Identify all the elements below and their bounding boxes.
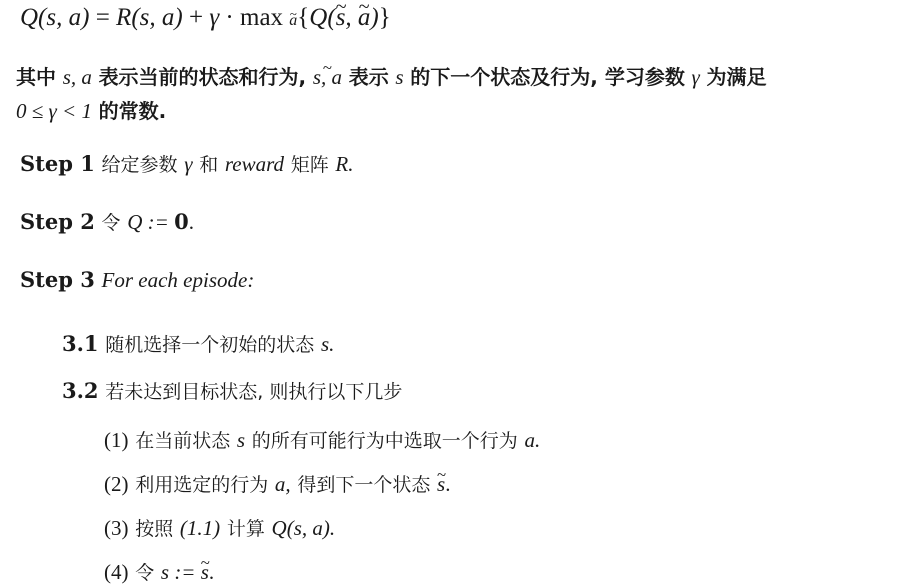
item-3 xyxy=(104,514,335,543)
item-3-text-b: 计算 xyxy=(226,518,265,540)
step-1-gamma: γ xyxy=(184,152,193,176)
step-1-text-b: 和 xyxy=(199,154,219,176)
formula-max-subscript: ~ a xyxy=(289,14,297,28)
item-2-math-a: a, xyxy=(274,472,291,496)
item-4-math: s := xyxy=(160,560,201,584)
formula-comma: , xyxy=(345,4,358,31)
item-4-math-b: ~ s xyxy=(201,558,209,586)
item-4-text-a: 令 xyxy=(135,562,155,584)
formula-plus: + xyxy=(188,4,204,31)
step-2-label: Step 2 xyxy=(20,209,95,234)
item-1-math-b: a. xyxy=(524,428,541,452)
item-2-math-b: ~ s xyxy=(437,470,445,498)
substep-3-1-math: s. xyxy=(320,332,335,356)
formula-brace-close: } xyxy=(378,4,391,31)
substep-3-1 xyxy=(62,330,334,359)
step-2-zero: 0 xyxy=(174,209,189,234)
item-1 xyxy=(104,426,540,455)
q-update-formula xyxy=(20,4,391,32)
formula-brace-open: { xyxy=(297,4,310,31)
formula-s-tilde: ~ s xyxy=(336,4,346,32)
item-2-label: (2) xyxy=(104,472,129,496)
substep-3-2-label: 3.2 xyxy=(62,378,99,403)
formula-a-tilde: ~ a xyxy=(358,4,371,32)
step-3-label: Step 3 xyxy=(20,267,95,292)
desc-suffix: 的下一个状态及行为, 学习参数 xyxy=(410,65,685,89)
item-1-text-b: 的所有可能行为中选取一个行为 xyxy=(251,430,518,452)
description-line-2 xyxy=(16,97,166,125)
substep-3-2 xyxy=(62,377,402,406)
item-2 xyxy=(104,470,450,499)
item-3-label: (3) xyxy=(104,516,129,540)
formula-lhs: Q(s, a) xyxy=(20,4,90,31)
step-2-math: Q := xyxy=(127,210,175,234)
substep-3-1-text: 随机选择一个初始的状态 xyxy=(105,334,315,356)
item-2-text-a: 利用选定的行为 xyxy=(135,474,269,496)
desc-end: 为满足 xyxy=(706,65,767,89)
step-3 xyxy=(20,266,254,294)
desc-sa-tilde: ~ s, a xyxy=(313,63,342,91)
item-1-text-a: 在当前状态 xyxy=(135,430,231,452)
desc-gamma-range: 0 ≤ γ < 1 xyxy=(16,99,92,123)
step-2 xyxy=(20,208,194,237)
step-1-reward: reward xyxy=(224,152,285,176)
formula-q-next-suffix: ) xyxy=(370,4,379,31)
desc-sa: s, a xyxy=(62,65,92,89)
desc-gamma: γ xyxy=(691,65,700,89)
desc-mid: 表示当前的状态和行为, xyxy=(98,65,307,89)
item-3-text-a: 按照 xyxy=(135,518,174,540)
formula-q-next-prefix: Q( xyxy=(309,4,336,31)
step-1-text-a: 给定参数 xyxy=(101,154,178,176)
item-4 xyxy=(104,558,214,587)
item-2-end: . xyxy=(445,472,451,496)
substep-3-2-text: 若未达到目标状态, 则执行以下几步 xyxy=(105,381,403,403)
formula-gamma: γ xyxy=(209,4,220,31)
formula-dot: · xyxy=(225,4,234,31)
item-3-equation-ref: (1.1) xyxy=(179,516,221,540)
formula-max-word: max xyxy=(240,4,284,31)
desc-s-var: s xyxy=(395,65,404,89)
step-1-matrix-r: R. xyxy=(335,152,354,176)
formula-equals: = xyxy=(95,4,110,31)
formula-max xyxy=(240,4,297,32)
item-4-end: . xyxy=(208,560,215,584)
step-1-text-c: 矩阵 xyxy=(290,154,329,176)
step-3-episode-text: For each episode: xyxy=(101,268,255,292)
desc-line2-suffix: 的常数. xyxy=(98,99,167,123)
item-3-math: Q(s, a). xyxy=(271,516,336,540)
desc-mid2: 表示 xyxy=(348,65,389,89)
description-line-1 xyxy=(16,63,767,91)
formula-reward-term: R(s, a) xyxy=(116,4,183,31)
step-2-end: . xyxy=(188,210,194,234)
desc-prefix: 其中 xyxy=(16,65,56,89)
step-1-label: Step 1 xyxy=(20,151,95,176)
step-1 xyxy=(20,150,354,179)
item-2-text-b: 得到下一个状态 xyxy=(297,474,431,496)
substep-3-1-label: 3.1 xyxy=(62,331,99,356)
item-4-label: (4) xyxy=(104,560,129,584)
step-2-text-a: 令 xyxy=(101,212,121,234)
item-1-label: (1) xyxy=(104,428,129,452)
item-1-math-a: s xyxy=(236,428,246,452)
